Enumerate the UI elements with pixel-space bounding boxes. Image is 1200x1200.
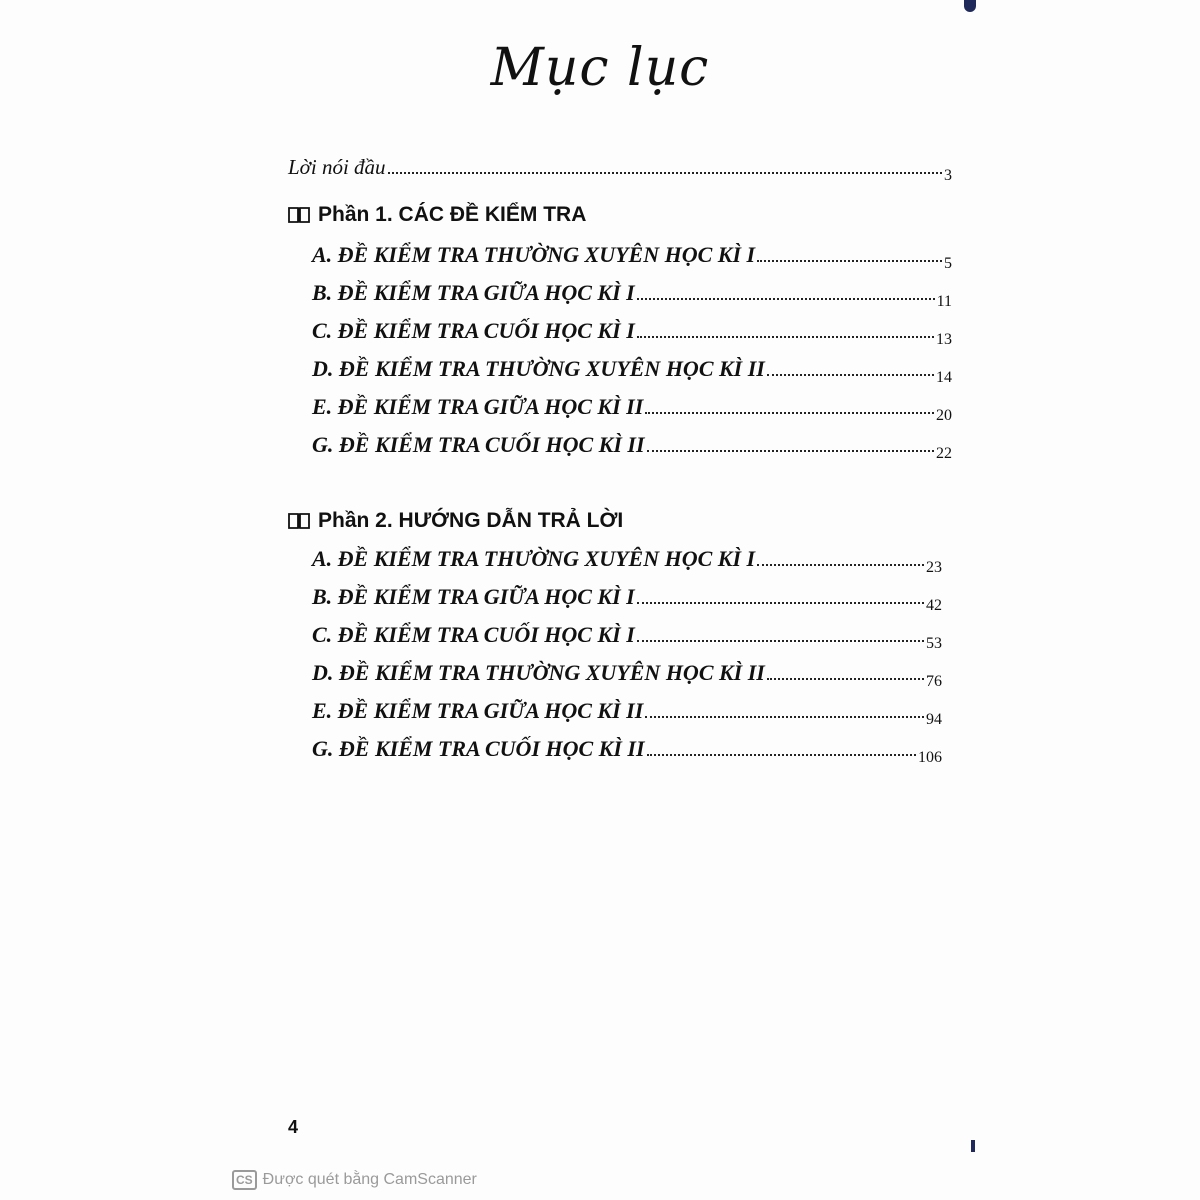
toc-entry [312, 622, 942, 652]
toc-entry [312, 356, 952, 386]
dot-leader [757, 260, 942, 262]
open-book-icon [288, 512, 310, 530]
toc-entry [312, 432, 952, 462]
dot-leader [647, 754, 916, 756]
toc-entry [312, 394, 952, 424]
toc-entry [312, 584, 942, 614]
toc-entry-page: 94 [926, 711, 942, 728]
toc-entry-page: 13 [936, 331, 952, 348]
dot-leader [637, 298, 935, 300]
page-number: 4 [288, 1117, 299, 1137]
toc-entry-label: D. ĐỀ KIỂM TRA THƯỜNG XUYÊN HỌC KÌ II [312, 660, 765, 685]
toc-entry-page: 106 [918, 749, 942, 766]
toc-entry-page: 22 [936, 445, 952, 462]
toc-entry [312, 736, 942, 766]
toc-entry-page: 3 [944, 167, 952, 184]
toc-entry-label: B. ĐỀ KIỂM TRA GIỮA HỌC KÌ I [312, 584, 635, 609]
toc-entry-label: C. ĐỀ KIỂM TRA CUỐI HỌC KÌ I [312, 622, 635, 647]
part-heading-text: Phần 2. HƯỚNG DẪN TRẢ LỜI [318, 509, 624, 532]
camscanner-text: Được quét bằng CamScanner [262, 1171, 477, 1188]
camscanner-logo: CS [232, 1170, 257, 1190]
camscanner-watermark [232, 1170, 477, 1190]
toc-entry-page: 53 [926, 635, 942, 652]
page-edge-mark [971, 1140, 975, 1152]
toc-entry [312, 242, 952, 272]
toc-entry-label: C. ĐỀ KIỂM TRA CUỐI HỌC KÌ I [312, 318, 635, 343]
dot-leader [637, 336, 934, 338]
dot-leader [637, 640, 924, 642]
dot-leader [767, 678, 924, 680]
toc-entry [312, 318, 952, 348]
dot-leader [757, 564, 924, 566]
part-heading-text: Phần 1. CÁC ĐỀ KIỂM TRA [318, 203, 587, 226]
toc-entry-label: B. ĐỀ KIỂM TRA GIỮA HỌC KÌ I [312, 280, 635, 305]
toc-entry-label: D. ĐỀ KIỂM TRA THƯỜNG XUYÊN HỌC KÌ II [312, 356, 765, 381]
toc-entry-label: G. ĐỀ KIỂM TRA CUỐI HỌC KÌ II [312, 432, 645, 457]
part-2-heading [288, 509, 623, 533]
toc-entry [312, 660, 942, 690]
toc-entry-label: Lời nói đầu [288, 155, 386, 179]
dot-leader [767, 374, 934, 376]
toc-entry-page: 11 [936, 293, 952, 310]
toc-entry-label: E. ĐỀ KIỂM TRA GIỮA HỌC KÌ II [312, 394, 644, 419]
page-title: Mục lục [490, 38, 710, 98]
toc-entry-preface [288, 155, 952, 184]
toc-entry-page: 42 [926, 597, 942, 614]
toc-entry-page: 23 [926, 559, 942, 576]
toc-entry-label: E. ĐỀ KIỂM TRA GIỮA HỌC KÌ II [312, 698, 644, 723]
dot-leader [388, 172, 942, 174]
toc-entry-label: A. ĐỀ KIỂM TRA THƯỜNG XUYÊN HỌC KÌ I [312, 546, 756, 571]
toc-entry-label: A. ĐỀ KIỂM TRA THƯỜNG XUYÊN HỌC KÌ I [312, 242, 756, 267]
dot-leader [647, 450, 934, 452]
toc-entry [312, 280, 952, 310]
dot-leader [637, 602, 924, 604]
part-1-heading [288, 203, 586, 227]
toc-entry [312, 546, 942, 576]
open-book-icon [288, 206, 310, 224]
toc-entry-page: 5 [944, 255, 952, 272]
toc-entry [312, 698, 942, 728]
dot-leader [645, 412, 934, 414]
toc-entry-page: 14 [936, 369, 952, 386]
dot-leader [645, 716, 924, 718]
page-corner-mark [964, 0, 976, 12]
toc-entry-page: 20 [936, 407, 952, 424]
toc-entry-label: G. ĐỀ KIỂM TRA CUỐI HỌC KÌ II [312, 736, 645, 761]
toc-entry-page: 76 [926, 673, 942, 690]
